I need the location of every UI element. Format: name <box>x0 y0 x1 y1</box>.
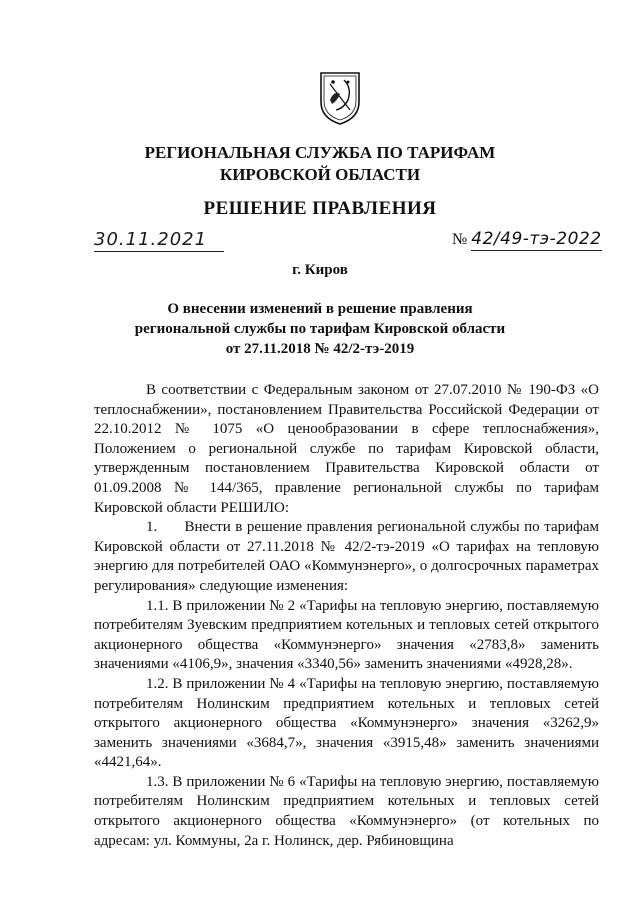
coat-of-arms-icon <box>318 70 362 126</box>
document-title: РЕШЕНИЕ ПРАВЛЕНИЯ <box>203 198 437 219</box>
org-name-line2: КИРОВСКОЙ ОБЛАСТИ <box>219 165 421 184</box>
number-sign: № <box>452 231 468 248</box>
body-paragraph: 1.3. В приложении № 6 «Тарифы на тепловую энергию, поставляемую потребителям Нолинским предприятием котельных и тепловых сетей открытого акционерного общества «Коммунэнерго» (от котельных по адресам: ул. Коммуны, 2а г. Нолинск, дер. Рябиновщина <box>94 773 599 849</box>
subject-line: от 27.11.2018 № 42/2-тэ-2019 <box>225 341 415 357</box>
body-paragraph: В соответствии с Федеральным законом от 27.07.2010 № 190-ФЗ «О теплоснабжении», постановлением Правительства Российской Федерации от 22.10.2012 № 1075 «О ценообразовании в сфере теплоснабжения», Положением о региональной службе по тарифам Кировской области, утвержденным постановлением Правительства Кировской области от 01.09.2008 № 144/365, правление региональной службы по тарифам Кировской области РЕШИЛО: <box>94 382 599 516</box>
body-paragraph: 1.1. В приложении № 2 «Тарифы на тепловую энергию, поставляемую потребителям Зуевским предприятием котельных и тепловых сетей открытого акционерного общества «Коммунэнерго» значения «2783,8» заменить значениями «4106,9», значения «3340,56» заменить значениями «4928,28». <box>94 597 599 673</box>
org-name-line1: РЕГИОНАЛЬНАЯ СЛУЖБА ПО ТАРИФАМ <box>144 143 496 162</box>
handwritten-number: 42/49-тэ-2022 <box>471 229 602 249</box>
handwritten-date: 30.11.2021 <box>94 229 224 252</box>
document-body <box>94 381 599 851</box>
document-number <box>452 229 602 251</box>
body-paragraph: 1. Внести в решение правления региональной службы по тарифам Кировской области от 27.11.2018 № 42/2-тэ-2019 «О тарифах на тепловую энергию для потребителей ОАО «Коммунэнерго», о долгосрочных параметрах регулирования» следующие изменения: <box>94 519 599 594</box>
subject-line: региональной службы по тарифам Кировской области <box>134 321 506 337</box>
city-name: г. Киров <box>292 262 348 278</box>
subject-line: О внесении изменений в решение правления <box>167 301 473 317</box>
decision-subject <box>0 299 640 359</box>
body-paragraph: 1.2. В приложении № 4 «Тарифы на тепловую энергию, поставляемую потребителям Нолинским предприятием котельных и тепловых сетей открытого акционерного общества «Коммунэнерго» значения «3262,9» заменить значениями «3684,7», значения «3915,48» заменить значениями «4421,64». <box>94 675 599 771</box>
